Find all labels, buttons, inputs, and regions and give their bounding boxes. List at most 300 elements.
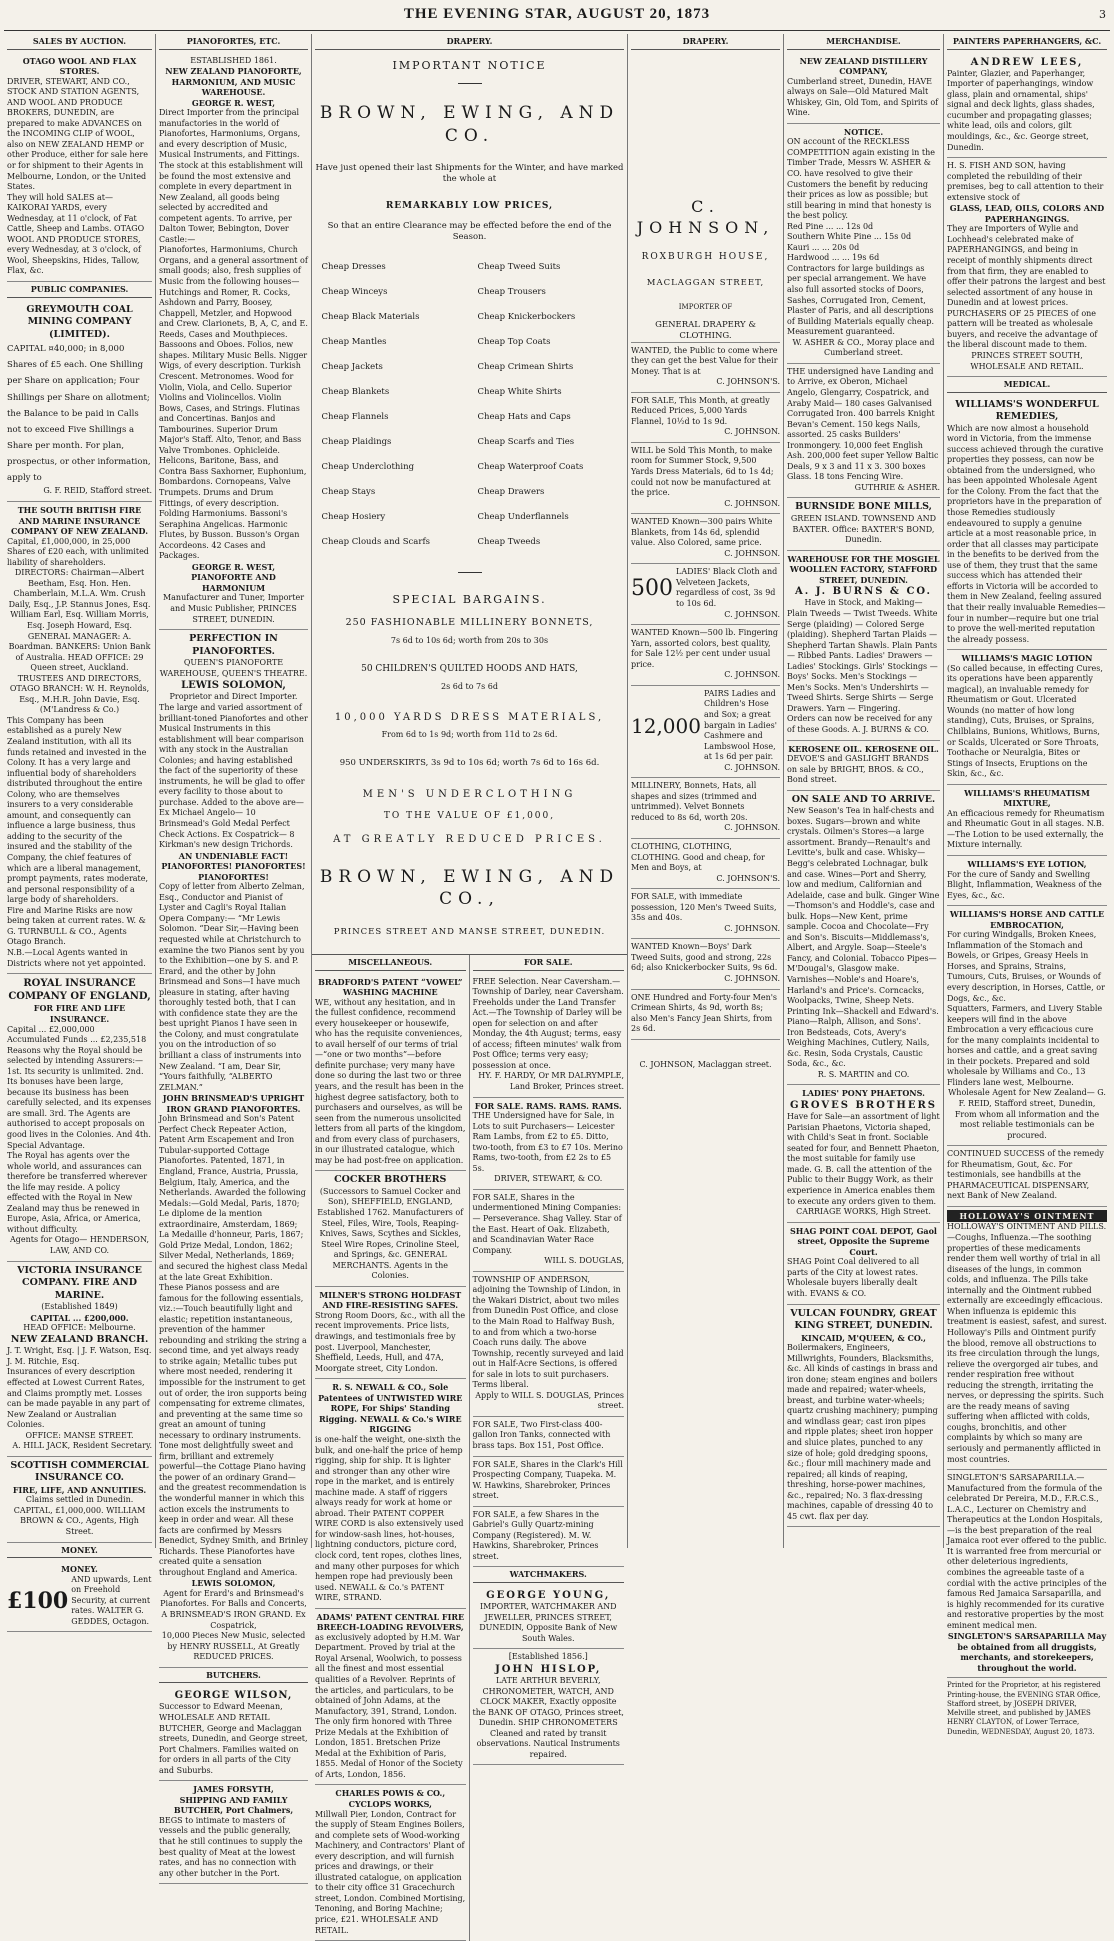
ad-signature: LEWIS SOLOMON, [191,1578,276,1589]
list-item: Cheap Knickerbockers [477,311,576,322]
column-auctions-companies [4,34,156,1626]
ad-title: WILLIAMS'S EYE LOTION, [967,858,1087,869]
ad-title: GEORGE WILSON, [174,1690,293,1702]
newall-ad [315,1379,466,1608]
ad-signature: WILL S. DOUGLAS, [544,1256,624,1266]
ad-body: FOR SALE, This Month, at greatly Reduced Prices, 5,000 Yards Flannel, 10½d to 1s 9d. [631,395,770,426]
ad-title: THE SOUTH BRITISH FIRE AND MARINE INSURANCE COMPANY OF NEW ZEALAND. [11,504,148,537]
ad-body: THE Undersigned have for Sale, in Lots to suit Purchasers— Leicester Ram Lambs, from £2 to £5. Ditto, two-tooth, from £3 to £7 10s. Merino Rams, two-tooth, from £2 2s to £5 5s. [472,1111,623,1173]
list-item: Cheap Plaidings [321,436,392,447]
masthead-rule [4,30,1110,31]
ad-body: ON account of the RECKLESS COMPETITION again existing in the Timber Trade, Messrs W. ASHER & CO. have resolved to give their Customers the benefit by reducing their prices as low as possible; but still bearing in mind that honesty is the best policy. [787,137,935,221]
ad-body: FOR SALE, Two First-class 400-gallon Iron Tanks, connected with brass taps. Box 151, Post Office. [472,1419,611,1450]
ad-body: ONE Hundred and Forty-four Men's Crimean Shirts, 4s 9d, worth 8s; also Men's Fancy Jean Shirts, from 2s 6d. [631,992,778,1034]
ad-body: GENERAL DRAPERY & CLOTHING. [655,320,756,342]
ad-body: Claims settled in Dunedin. CAPITAL, £1,000,000. WILLIAM BROWN & CO., Agents, High Street. [13,1495,146,1537]
ad-body: Insurances of every description effected at Lowest Current Rates, and Claims promptly met. Losses can be made payable in any part of New Zealand or Australian Colonies. [7,1367,150,1430]
ad-subtitle: ROXBURGH HOUSE, [641,251,770,262]
ad-title: BROWN, EWING, AND CO., [319,866,620,910]
list-item: Cheap Dresses [321,261,386,272]
ad-body: (So called because, in effecting Cures, its operations have been apparently magical), an invaluable remedy for Rheumatism or Gout. Ulcerated Wounds (no matter of how long standing), Cuts, Bruises, or Sprains, Chilblains, Bunions, Whitlows, Burns, or Scalds, Ulcerated or Sore Throats, Toothache or Neuralgia, Bites or Stings of Insects, Eruptions on the Skin, &c., &c. [947,663,1103,779]
section-head: BUTCHERS. [159,1668,308,1684]
ad-body: WE, without any hesitation, and in the fullest confidence, recommend every housekeeper or housewife, who has the requisite conveniences, to avail herself of our terms of trial—“one or two months”—before definite purchase; very many have done so during the last two or three years, and the result has been in the highest degree satisfactory, both to purchasers and ourselves, as will be seen from the numerous unsolicited letters from all parts of the kingdom, and from every class of purchasers, in our illustrated catalogue, which may be had post-free on application. [315,997,466,1165]
ad-signature: C. JOHNSON. [724,548,780,558]
ad-body: So that an entire Clearance may be effected before the end of the Season. [327,221,612,243]
ad-body: PAIRS Ladies and Children's Hose and Sox; a great bargain in Ladies' Cashmere and Lambswool Hose, at 1s 6d per pair. [703,688,777,762]
hislop-ad [473,1649,625,1765]
ad-body: 7s 6d to 10s 6d; worth from 20s to 30s [390,635,549,645]
powis-ad [315,1785,466,1941]
rams-ad [473,1098,625,1190]
column-miscellaneous [312,955,470,1941]
victoria-insurance-ad [7,1262,152,1457]
list-item: Cheap Clouds and Scarfs [321,536,430,547]
ad-body: Successor to Edward Meenan, WHOLESALE AND RETAIL BUTCHER, George and Maclaggan streets, Dunedin, and George street, Port Chalmers. Families waited on for orders in all parts of the City and Suburbs. [159,1702,308,1775]
johnson-ad [631,53,780,343]
ad-body: (Successors to Samuel Cocker and Son), SHEFFIELD, ENGLAND, Established 1762. Manufacturers of Steel, Files, Wire, Tools, Reaping-Knives, Saws, Scythes and Sickles, Steel Wire Ropes, Crinoline Steel, and Springs, &c. GENERAL MERCHANTS. Agents in the Colonies. [317,1186,464,1281]
horse-embrocation-ad [947,906,1107,1146]
ad-body: Accumulated Funds ... £2,235,518 [7,1035,147,1045]
section-head: MONEY. [7,1543,152,1559]
fingering-ad [631,625,780,686]
guthrie-asher-ad [787,364,940,499]
ad-body: HOLLOWAY'S OINTMENT AND PILLS.—Coughs, Influenza.—The soothing properties of these medicaments render them well worthy of trial in all diseases of the lungs, in common colds, and influenza. The Pills take internally and the Ointment rubbed externally are exceedingly efficacious. When influenza is epidemic this treatment is easiest, safest, and surest. Holloway's Pills and Ointment purify the blood, remove all obstructions to its free circulation through the lungs, relieve the overgorged air tubes, and render respiration free without reducing the strength, irritating the nerves, or depressing the spirits. Such are the ready means of saving suffering when afflicted with colds, coughs, bronchitis, and other complaints by which so many are seriously and permanently afflicted in most countries. [947,1222,1107,1464]
ad-signature: W. ASHER & CO., Moray place and Cumberland street. [792,337,935,358]
ad-title: WILLIAMS'S HORSE AND CATTLE EMBROCATION, [949,909,1105,930]
ad-title: WILLIAMS'S RHEUMATISM MIXTURE, [964,787,1090,809]
burnside-ad [787,498,940,550]
ad-body: Have in Stock, and Making— [804,598,923,608]
crimean-shirts-ad [631,990,780,1040]
ad-body: Boilermakers, Engineers, Millwrights, Founders, Blacksmiths, &c. All kinds of castings in brass and iron done; steam engines and boilers made and repaired; water-wheels, breast, and turbine water-wheels; quartz crushing machinery; pumping and windlass gear; cast iron pipes and ripple plates; sheet iron hopper and sluice plates, punched to any size of hole; gold dredging spoons, &c.; flour mill machinery made and repaired; all kinds of reaping, threshing, horse-power machines, &c., repaired; No. 3 flax-dressing machines, capable of dressing 40 to 45 cwt. flax per day. [787,1343,938,1521]
section-head: MERCHANDISE. [787,34,940,50]
wanted-public-ad [631,343,780,393]
column-drapery-brown-ewing [312,34,628,1935]
ad-title: ROYAL INSURANCE COMPANY OF ENGLAND, [8,978,151,1003]
greymouth-ad [7,301,152,502]
ad-body: 2s 6d to 7s 6d [440,682,498,692]
ad-subtitle: FOR FIRE AND LIFE INSURANCE. [33,1003,126,1024]
ad-title: SHAG POINT COAL DEPOT, Gaol street, Opposite the Supreme Court. [790,1225,937,1257]
ad-signature: GEORGE R. WEST, [191,561,276,572]
ad-body: Strong Room Doors, &c., with all the recent improvements. Price lists, drawings, and testimonials free by post. Liverpool, Manchester, Sheffield, Leeds, Hull, and 47A, Moorgate street, City London. [315,1310,466,1373]
ad-body: H. S. FISH AND SON, having completed the rebuilding of their premises, beg to call attention to their extensive stock of [947,161,1104,202]
ad-body: Capital ... £2,000,000 [7,1024,95,1034]
column-merchandise [784,34,944,1548]
ad-body: CAPITAL ... £200,000. [30,1312,129,1323]
section-head: MEDICAL. [947,377,1107,393]
kerosene-ad [787,741,940,791]
ad-body: WILL be Sold This Month, to make room for Summer Stock, 9,500 Yards Dress Materials, 6d to 1s 4d; could not now be manufactured at the price. [631,445,774,498]
list-item: Cheap Mantles [321,336,387,347]
boys-suits-ad [631,939,780,989]
ad-title: PERFECTION IN PIANOFORTES. [189,633,278,657]
lewis-solomon-ad [159,630,308,1668]
printer-imprint: Printed for the Proprietor, at his registered Printing-house, the EVENING STAR Office, Stafford street, by JOSEPH DRIVER, Melville street, and published by JAMES HENRY CLAYTON, of Lower Terrace, Dunedin, WEDNESDAY, August 20, 1873. [947,1681,1101,1736]
west-piano-ad [159,53,308,631]
mining-shares-ad [473,1190,625,1272]
ad-body: SINGLETON'S SARSAPARILLA May be obtained from all druggists, merchants, and storekeepers, throughout the world. [947,1631,1107,1673]
wilson-butcher-ad [159,1686,308,1781]
price-row: Hardwood ... ... 19s 6d [787,253,880,263]
ad-title: BURNSIDE BONE MILLS, [795,501,932,513]
ad-body: They will hold SALES at— KAIKORAI YARDS, every Wednesday, at 11 o'clock, of Fat Cattle, Sheep and Lambs. OTAGO WOOL AND PRODUCE STORES, every Wednesday, at 3 o'clock, of Wool, Sheepskins, Hides, Tallow, Flax, &c. [7,192,145,276]
money-amount: £100 [7,1587,69,1614]
ad-title: WILLIAMS'S MAGIC LOTION [961,653,1093,664]
distillery-ad [787,53,940,124]
ad-body: For the cure of Sandy and Swelling Blight, Inflammation, Weakness of the Eyes, &c., &c. [947,869,1102,900]
ad-body: The large and varied assortment of brilliant-toned Pianofortes and other Musical Instruments in this establishment will bear comparison with any stock in the Australian Colonies; and having established the fact of the superiority of these instruments, he will be glad to offer every facility to those about to purchase. Added to the above are— Ex Michael Angelo— 10 Brinsmead's Gold Medal Perfect Check Actions. Ex Cospatrick— 8 Kirkman's new design Trichords. [159,702,308,850]
section-head: WATCHMAKERS. [473,1567,625,1583]
list-item: Cheap White Shirts [477,386,562,397]
list-item: Cheap Hosiery [321,511,386,522]
ad-body: DEVOE'S and GASLIGHT BRANDS on sale by BRIGHT, BROS. & CO., Bond street. [787,754,930,785]
ad-body: Cumberland street, Dunedin, HAVE always on Sale—Old Matured Malt Whiskey, Gin, Old Tom, and Spirits of Wine. [787,76,939,118]
ad-subtitle: SHIPPING AND FAMILY BUTCHER, Port Chalmers, [173,1794,294,1816]
ad-body: From 6d to 1s 9d; worth from 11d to 2s 6d. [381,729,558,739]
list-item: Cheap Tweed Suits [477,261,561,272]
blankets-ad [631,514,780,564]
ad-body: as exclusively adopted by H.M. War Department. Proved by trial at the Royal Arsenal, Woolwich, to possess all the finest and most essential qualities of a Revolver. Reprints of the articles, and particulars, to be obtained of John Adams, at the Manufactory, 391, Strand, London. The only firm honored with Three Prize Medals at the Exhibition of London, 1851. Bretschen Prize Medal at the Exhibition of Paris, 1855. Medal of Honor of the Society of Arts, London, 1856. [315,1632,463,1779]
ad-body: WANTED Known—300 pairs White Blankets, from 14s 6d, splendid value. Also Colored, same price. [631,517,773,548]
ad-signature: DRIVER, STEWART, & CO. [494,1174,603,1184]
ad-body: FOR SALE, Shares in the Clark's Hill Prospecting Company, Tuapeka. M. W. Hawkins, Sharebroker, Princes street. [472,1459,623,1501]
ad-subtitle: GROVES BROTHERS [790,1100,937,1112]
ad-body: Contractors for large buildings as per special arrangement. We have also full assorted stocks of Doors, Sashes, Corrugated Iron, Cement, Plaster of Paris, and all descriptions of Building Materials equally cheap. Measurement guaranteed. [787,263,934,337]
price-row: Red Pine ... ... 12s 0d [787,221,874,231]
ad-signature: C. JOHNSON. [724,427,780,437]
list-item: Cheap Waterproof Coats [477,461,584,472]
ad-signature: Agents for Otago— HENDERSON, LAW, AND CO. [10,1235,149,1255]
ad-title: WAREHOUSE FOR THE MOSGIEL WOOLLEN FACTORY, STAFFORD STREET, DUNEDIN. [787,553,940,585]
ad-title: GREYMOUTH COAL MINING COMPANY (LIMITED). [26,303,133,340]
ad-body: CLOTHING, CLOTHING, CLOTHING. Good and cheap, for Men and Boys, at [631,841,765,873]
ad-signature: Apply to WILL S. DOUGLAS, Princes street. [475,1390,624,1411]
sarsaparilla-ad [947,1470,1107,1678]
south-british-ad [7,502,152,974]
ad-body: PRINCES STREET AND MANSE STREET, DUNEDIN. [333,926,606,937]
brown-ewing-ad [315,53,624,954]
ad-body: 250 FASHIONABLE MILLINERY BONNETS, [345,617,594,629]
masthead [0,0,1114,34]
ad-subtitle: SPECIAL BARGAINS. [392,592,547,606]
ad-title: R. S. NEWALL & CO., Sole Patentees of UNTWISTED WIRE ROPE, For Ships' Standing Rigging. NEWALL & Co.'s WIRE RIGGING [318,1382,463,1435]
millinery-ad [631,778,780,839]
ad-body: FOR SALE, Shares in the undermentioned Mining Companies:— Perseverance. Shag Valley. Star of the East. Heart of Oak. Elizabeth, and Scandinavian Water Race Company. [472,1192,622,1255]
scottish-commercial-ad [7,1457,152,1543]
ad-signature: C. JOHNSON. [724,609,780,619]
ad-body: CONTINUED SUCCESS of the remedy for Rheumatism, Gout, &c. For testimonials, see handbills at the PHARMACEUTICAL DISPENSARY, next Bank of New Zealand. [947,1149,1104,1201]
list-item: Cheap Flannels [321,411,389,422]
ad-body: J. T. Wright, Esq. | J. F. Watson, Esq. J. M. Ritchie, Esq. [7,1346,152,1366]
quantity-number: 500 [631,575,673,601]
ad-title: JAMES FORSYTH, [193,1784,274,1795]
ad-body: MACLAGGAN STREET, [646,277,765,288]
price-row: Southern White Pine ... 15s 0d [787,232,912,242]
lower-subcolumns [312,954,627,1941]
ad-title: MILNER'S STRONG HOLDFAST AND FIRE-RESISTING SAFES. [319,1289,462,1311]
ad-body: Capital, £1,000,000, in 25,000 Shares of £20 each, with unlimited liability of shareholders. [7,536,149,567]
ad-body: This Company has been established as a purely New Zealand institution, with all its funds retained and invested in the Colony. It has a very large and influential body of shareholders distributed throughout the entire Colony, who are themselves insurers to a very considerable amount, and consequently can influence a large business, thus adding to the security of the insured and the stability of the Company, the chief features of which are a liberal management, prompt payments, rates moderate, and personal responsibility of a large body of shareholders. [7,715,149,905]
ad-body: WANTED Known—Boys' Dark Tweed Suits, good and strong, 22s 6d; also Knickerbocker Suits, 9s 6d. [631,942,778,973]
ad-body: Which are now almost a household word in Victoria, from the immense success achieved through the curative properties they possess, can now be obtained from the undersigned, who has been appointed Wholesale Agent for the Colony. From the fact that the proprietors have in the preparation of those Remedies studiously endeavoured to supply a genuine article at a most reasonable price, in order that all classes may participate in the benefits to be derived from the use of them, they trust that the same success which has attended their efforts in Victoria will be accorded to them in New Zealand, feeling assured that their really invaluable Remedies—four in number—require but one trial to prove the well-merited reputation the already possess. [947,423,1106,644]
rheumatism-ad [947,785,1107,856]
ad-body: DRIVER, STEWART, AND CO., STOCK AND STATION AGENTS, AND WOOL AND PRODUCE BROKERS, DUNEDIN, are prepared to make ADVANCES on the INCOMING CLIP of WOOL, also on NEW ZEALAND HEMP or other Produce, either for sale here or for shipment to their Agents in Melbourne, London, or the United States. [7,76,148,192]
ad-body: OFFICE: MANSE STREET. [25,1430,134,1440]
ad-signature: C. JOHNSON. [724,923,780,933]
ad-title: CHARLES POWIS & CO., CYCLOPS WORKS, [335,1788,446,1809]
forsyth-butcher-ad [159,1781,308,1884]
ad-body: (Established 1849) [41,1302,118,1312]
ad-title: VICTORIA INSURANCE COMPANY. FIRE AND MARINE. [17,1264,142,1301]
ad-subtitle: NEW ZEALAND BRANCH. [10,1333,149,1345]
ad-body: CAPITAL ¤40,000; in 8,000 Shares of £5 each. One Shilling per Share on application; Four Shillings per Share on allotment; the Balance to be paid in Calls not to exceed Five Shillings a Share per month. For plan, prospectus, or other information, apply to [7,344,151,484]
list-item: Cheap Winceys [321,286,388,297]
ad-body: GREEN ISLAND. TOWNSEND AND BAXTER. Office: BAXTER'S BOND, Dunedin. [790,513,937,545]
ad-body: SINGLETON'S SARSAPARILLA.— Manufactured from the formula of the celebrated Dr Pereira, M.D., F.R.C.S., L.A.C., Lecturer on Chemistry and Therapeutics at the London Hospitals,—is the best preparation of the real Jamaica root ever offered to the public. It is warranted free from mercurial or other deleterious ingredients, combines the agreeable taste of a cordial with the active principles of the famous Red Jamaica Sarsaparilla, and is highly recommended for its curative and restorative properties by the most eminent medical men. [947,1473,1107,1630]
hose-ad [631,686,780,778]
ad-body: TOWNSHIP OF ANDERSON, adjoining the Township of Lindon, in the Wakari District, about two miles from Dunedin Post Office, and close to the Main Road to Halfway Bush, to and from which a two-horse Coach runs daily. The above Township, recently surveyed and laid out in Half-Acre Sections, is offered for sale in lots to suit purchasers. Terms liberal. [472,1274,624,1390]
ad-subtitle: LEWIS SOLOMON, [181,680,286,692]
ad-signature: Wholesale Agent for New Zealand— G. F. REID, Stafford street, Dunedin, From whom all information and the most reliable testimonials can be procured. [948,1088,1106,1140]
ad-body: TO THE VALUE OF £1,000, [383,810,556,821]
list-item: Cheap Blankets [321,386,390,397]
list-item: Cheap Crimean Shirts [477,361,574,372]
ad-title: MONEY. [61,1564,98,1575]
cheap-list-left [322,262,472,562]
list-item: Cheap Top Coats [477,336,551,347]
shag-point-ad [787,1223,940,1305]
flannel-ad [631,393,780,443]
ad-title: NOTICE. [843,126,884,137]
ad-signature: PRINCES STREET SOUTH, WHOLESALE AND RETAIL. [970,350,1084,371]
page-columns [4,34,1110,1935]
section-head: FOR SALE. [473,955,625,971]
ad-title: FOR SALE. RAMS. RAMS. RAMS. [474,1100,622,1111]
ad-signature: C. JOHNSON. [724,823,780,833]
anderson-township-ad [473,1272,625,1417]
eye-lotion-ad [947,856,1107,906]
holloway-banner: HOLLOWAY'S OINTMENT [947,1210,1107,1223]
jackets-ad [631,564,780,625]
ad-body: For curing Windgalls, Broken Knees, Inflammation of the Stomach and Bowels, or Gripes, Greasy Heels in Horses, and Sprains, Strains, Tumours, Cuts, Bruises, or Wounds of every description, in Horses, Cattle, or Dogs, &c., &c. [947,930,1105,1003]
newspaper-title: THE EVENING STAR, AUGUST 20, 1873 [403,6,711,22]
ad-body: Proprietor and Direct Importer. [169,692,298,702]
ad-signature: C. JOHNSON. [724,670,780,680]
ad-body: They are Importers of Wylie and Lochhead's celebrated make of PAPERHANGINGS, and being in receipt of monthly shipments direct from that firm, they are enabled to offer their patrons the largest and best selected assortment of any house in Dunedin and at lowest prices. PURCHASERS OF 25 PIECES of one pattern will be treated as wholesale buyers, and receive the advantage of the liberal discount made to them. [947,224,1106,350]
ad-body: is one-half the weight, one-sixth the bulk, and one-half the price of hemp rigging, ship for ship. It is lighter and stronger than any other wire rope in the market, and is entirely machine made. A staff of riggers always ready for work at home or abroad. Their PATENT COPPER WIRE CORD is also extensively used for window-sash lines, hot-houses, lightning conductors, picture cord, clock cord, tent ropes, clothes lines, and many other purposes for which hempen rope had previously been used. NEWALL & Co.'s PATENT WIRE, STRAND. [315,1434,464,1603]
tanks-ad [473,1417,625,1457]
ad-body: AT GREATLY REDUCED PRICES. [333,833,606,845]
quantity-number: 12,000 [631,713,701,738]
ad-subtitle: FIRE, LIFE, AND ANNUITIES. [12,1484,147,1495]
ad-body: John Brinsmead and Son's Patent Perfect Check Repeater Action, Patent Arm Escapement and Iron Tubular-supported Cottage Pianofortes. Patented, 1871, in England, France, Austria, Prussia, Belgium, Italy, America, and the Netherlands. Awarded the following Medals:—Gold Medal, Paris, 1870; Le diplome de la mention extraordinaire, Amsterdam, 1869; La Medaille d'honneur, Paris, 1867; Gold Prize Medal, London, 1862; Silver Medal, Netherlands, 1869; and secured the highest class Medal at the late Great Exhibition. [159,1114,308,1282]
ad-title: ANDREW LEES, [970,56,1084,68]
ad-body: 50 CHILDREN'S QUILTED HOODS AND HATS, [361,664,578,675]
ad-body: SHAG Point Coal delivered to all parts of the City at lowest rates. Wholesale buyers liberally dealt with. EVANS & CO. [787,1257,920,1298]
gabriels-ad [473,1507,625,1568]
ad-title: VULCAN FOUNDRY, GREAT KING STREET, DUNEDIN. [790,1307,937,1332]
ad-subtitle: PIANOFORTE AND HARMONIUM [191,572,276,593]
ad-body: These Pianos possess and are famous for the following essentials, viz.:—Touch beautifully light and elastic; repetition instantaneous, prevention of the hammer rebounding and striking the string a second time, and yet always ready to strike again; Metallic tubes put where most needed, rendering it impossible for the instrument to get out of order, the iron supports being compensating for extreme climates, and preventing at the same time so great an amount of tuning necessary to ordinary instruments. Tone most delightfully sweet and firm, brilliant and extremely powerful—the Cottage Piano having the power of an ordinary Grand—and the greatest recommendation is the wonderful manner in which this action excels the instruments to keep in order and wear. All these facts are confirmed by Messrs Benedict, Sydney Smith, and Brinley Richards. These Pianofortes have created quite a sensation throughout England and America. [159,1283,308,1577]
ad-body: 10,000 YARDS DRESS MATERIALS, [334,711,605,723]
section-head: PIANOFORTES, ETC. [159,34,308,50]
ad-title: NEW ZEALAND DISTILLERY COMPANY, [799,55,928,77]
ad-subtitle: REMARKABLY LOW PRICES, [385,201,554,212]
ad-body: LADIES' Black Cloth and Velveteen Jackets, regardless of cost, 3s 9d to 10s 6d. [676,567,778,609]
ad-body: THE undersigned have Landing and to Arrive, ex Oberon, Michael Angelo, Glengarry, Cospatrick, and Araby Maid— 180 cases Galvanised Corrugated Iron. 400 barrels Knight Bevan's Cement. 150 kegs Nails, assorted. 25 casks Builders' Ironmongery. 10,000 feet English Ash. 200,000 feet super Yellow Baltic Deals, 9 x 3 and 11 x 3. 300 boxes Glass. 18 tons Fencing Wire. [787,366,939,482]
magic-lotion-ad [947,650,1107,785]
ad-body: Squatters, Farmers, and Livery Stable keepers will find in the above Embrocation a very efficacious cure for the many complaints incidental to horses and cattle, and a great saving in their pockets. Prepared and sold wholesale by Williams and Co., 13 Flinders lane west, Melbourne. [947,1004,1103,1087]
ad-body: HEAD OFFICE: Melbourne. [23,1323,136,1333]
ad-body: FOR SALE, with immediate possession, 120 Men's Tweed Suits, 35s and 40s. [631,892,777,923]
ad-body: IMPORTER OF [678,302,733,311]
ad-body: An efficacious remedy for Rheumatism and Rheumatic Gout in all stages. N.B.—The Lotion to be used externally, the Mixture internally. [947,808,1105,850]
lees-ad [947,53,1107,159]
bradford-ad [315,974,466,1172]
adams-ad [315,1609,466,1786]
ad-title: NEW ZEALAND PIANOFORTE, HARMONIUM, AND MUSIC WAREHOUSE. [165,66,302,98]
ad-body: ESTABLISHED 1861. [190,55,277,65]
ad-body: Agent for Erard's and Brinsmead's Pianofortes. For Balls and Concerts, A BRINSMEAD'S IRON GRAND. Ex Cospatrick, [160,1588,307,1630]
ad-title: JOHN HISLOP, [495,1663,602,1675]
ad-body: 950 UNDERSKIRTS, 3s 9d to 10s 6d; worth 7s 6d to 16s 6d. [339,758,600,769]
ad-title: C. JOHNSON, [636,196,775,237]
ad-title: SCOTTISH COMMERCIAL INSURANCE CO. [10,1459,149,1484]
ad-body: FOR SALE, a few Shares in the Gabriel's Gully Quartz-mining Company (Registered). M. W. Hawkins, Sharebroker, Princes street. [472,1509,600,1561]
ad-body: Direct Importer from the principal manufactories in the world of Pianofortes, Harmoniums, Organs, and every description of Music, Musical Instruments, and Fittings. The stock at this establishment will be found the most extensive and complete in every department in New Zealand, all goods being selected by accredited and competent agents. To arrive, per Dalton Tower, Bebington, Dover Castle:— [159,108,303,244]
ad-signature: C. JOHNSON, Maclaggan street. [639,1059,772,1069]
ad-signature: C. JOHNSON'S. [716,377,780,387]
money-ad [7,1561,152,1632]
young-ad [473,1586,625,1649]
driver-stewart-ad [7,53,152,282]
ad-body: DIRECTORS: Chairman—Albert Beetham, Esq. Hon. Hen. Chamberlain, M.L.A. Wm. Crush Daily, Esq., J.P. Stannus Jones, Esq. William Earl, Esq. William Morris, Esq. Joseph Howard, Esq. [8,568,151,630]
list-item: Cheap Jackets [321,361,383,372]
ad-body: Have for Sale—an assortment of light Parisian Phaetons, Victoria shaped, with Child's Seat in front. Sociable seated for four, and Bennett Phaeton, the most suitable for family use made. G. B. call the attention of the Public to their Buggy Work, as their experience in America enables them to execute any orders given to them. [787,1112,940,1206]
continued-success-ad [947,1146,1107,1207]
page-number: 3 [1099,8,1106,21]
ad-signature: A. HILL JACK, Resident Secretary. [12,1441,152,1451]
ad-subtitle: AN UNDENIABLE FACT! PIANOFORTES! PIANOFORTES! PIANOFORTES! [161,850,306,882]
ad-body: Reasons why the Royal should be selected by intending Assurers:— 1st. Its security is unlimited. 2nd. Its bonuses have been large, because its business has been carefully selected, and its expenses are small. 3rd. The Agents are authorised to accept proposals on good lives in the Colonies. And 4th. Special Advantage. [7,1045,152,1150]
ad-title: GEORGE YOUNG, [486,1589,611,1601]
ad-body: MILLINERY, Bonnets, Hats, all shapes and sizes (trimmed and untrimmed). Velvet Bonnets reduced to 8s 6d, worth 20s. [631,781,757,822]
ad-signature: C. JOHNSON'S. [716,873,780,883]
ad-body: Copy of letter from Alberto Zelman, Esq., Conductor and Pianist of Lyster and Cagli's Royal Italian Opera Company:— “Mr Lewis Solomon. “Dear Sir,—Having been requested while at Christchurch to examine the two Pianos sent by you to the Exhibition—one by S. and P. Erard, and the other by John Brinsmead and Sons—I have much pleasure in stating, after having thoroughly tested both, that I can with confidence state they are the best upright Pianos I have seen in the Colony, and must congratulate you on the introduction of so brilliant a class of instruments into New Zealand. “I am, Dear Sir, “Yours faithfully, “ALBERTO ZELMAN.” [159,882,305,1092]
ad-body: IMPORTER, WATCHMAKER AND JEWELLER, PRINCES STREET, DUNEDIN, Opposite Bank of New South Wales. [479,1602,618,1643]
tweed-suits-ad [631,889,780,939]
cocker-ad [315,1171,466,1286]
ad-subtitle: JOHN BRINSMEAD'S UPRIGHT IRON GRAND PIANOFORTES. [162,1093,305,1114]
ad-body: 10,000 Pieces New Music, selected by HENRY RUSSELL, At Greatly REDUCED PRICES. [161,1631,306,1662]
ad-title: COCKER BROTHERS [334,1174,447,1186]
ad-body: FREE Selection. Near Caversham.—Township of Darley, near Caversham. Freeholds under the Land Transfer Act.—The Township of Darley will be open for selection on and after Monday, the 4th August; terms, easy of access; fifteen minutes' walk from Post Office; terms very easy; possession at once. [472,976,624,1070]
ad-signature: C. JOHNSON. [724,973,780,983]
ad-signature: HY. F. HARDY, Or MR DALRYMPLE, Land Broker, Princes street. [478,1071,624,1092]
ad-body: N.B.—Local Agents wanted in Districts where not yet appointed. [7,947,146,968]
column-pianofortes [156,34,312,1878]
column-johnson-drapery [628,34,784,1548]
ad-title: ADAMS' PATENT CENTRAL FIRE BREECH-LOADING REVOLVERS, [316,1611,465,1633]
section-head: SALES BY AUCTION. [7,34,152,50]
section-head: PAINTERS PAPERHANGERS, &C. [947,34,1107,50]
ad-signature: Orders can now be received for any of these Goods. A. J. BURNS & CO. [787,714,933,734]
ad-signature: R. S. MARTIN and CO. [817,1069,910,1079]
list-item: Cheap Trousers [477,286,546,297]
ad-body: New Season's Tea in half-chests and boxes. Sugars—brown and white crystals. Oilmen's Stores—a large assortment. Brandy—Renault's and Levitte's, bulk and case. Whisky—Begg's celebrated Lochnagar, bulk and case. Wines—Port and Sherry, low and medium, Californian and Adelaide, case and bulk. Ginger Wine—Thomson's and Hoddle's, case and bulk. Hops—New Kent, prime sample. Cocoa and Chocolate—Fry and Son's. Biscuits—Middlemass's, Albert, and Argyle. Soap—Steele's Fancy, and Colonial. Tobacco Pipes—M'Dougal's, Glasgow make. Varnishes—Noble's and Hoare's, Harland's and Price's. Corncacks, Woolpacks, Twine, Sheep Nets. Printing Ink—Shackell and Edward's. Piano—Ralph, Allison, and Sons'. Iron Bedsteads, Cots, Avery's Weighing Machines, Cutlery, Nails, &c. Resin, Soda Crystals, Caustic Soda, &c., &c. [787,806,940,1069]
ad-title: OTAGO WOOL AND FLAX STORES. [22,55,137,77]
ad-body: BEGS to intimate to masters of vessels and the public generally, that he still continues to supply the best quality of Meat at the lowest rates, and has no connection with any other butcher in the Port. [159,1815,303,1878]
ad-body: [Established 1856.] [508,1652,588,1662]
ad-body: AND upwards, Lent on Freehold Security, at current rates. WALTER G. GEDDES, Octagon. [71,1574,152,1626]
ad-body: WANTED, the Public to come where they can get the best Value for their Money. That is at [631,345,778,376]
williams-remedies-ad [947,396,1107,651]
ad-signature: CARRIAGE WORKS, High Street. [796,1207,931,1217]
ad-subtitle: A. J. BURNS & CO. [794,586,933,598]
ad-title: LADIES' PONY PHAETONS. [802,1088,925,1099]
clothing-ad [631,839,780,889]
ad-body: The Royal has agents over the whole world, and assurances can therefore be transferred wherever the life may reside. A policy effected with the Royal in New Zealand may thus be renewed in Europe, Asia, Africa, or America, without difficulty. [7,1151,148,1234]
ad-body: MEN'S UNDERCLOTHING [362,788,577,800]
ad-signature: GUTHRIE & ASHER. [854,482,940,492]
ad-list: Plain Tweeds — Twist Tweeds. White Serge (plaiding) — Colored Serge (plaiding). Shepherd Tartan Plaids — Shepherd Tartan Shawls. Plain Pants — Ribbed Pants. Ladies' Drawers — Ladies' Stockings. Girls' Stockings — Boys' Socks. Men's Stockings — Men's Socks. Men's Undershirts — Tweed Shirts. Serge Shirts — Serge Drawers. Yarn — Fingering. [787,608,938,713]
ad-body: LATE ARTHUR BEVERLY, CHRONOMETER, WATCH, AND CLOCK MAKER, Exactly opposite the BANK OF OTAGO, Princes street, Dunedin. SHIP CHRONOMETERS Cleaned and rated by transit observations. Nautical Instruments repaired. [472,1676,624,1759]
ad-body: Fire and Marine Risks are now being taken at current rates. W. & G. TURNBULL & CO., Agents Otago Branch. [7,905,146,947]
ad-title: WILLIAMS'S WONDERFUL REMEDIES, [955,398,1099,423]
list-item: Cheap Stays [321,486,376,497]
ad-title: BROWN, EWING, AND CO. [319,103,620,146]
section-head: DRAPERY. [315,34,624,50]
section-head: PUBLIC COMPANIES. [7,282,152,298]
mosgiel-ad [787,551,940,741]
darley-ad [473,974,625,1098]
ad-list: Pianofortes, Harmoniums, Church Organs, and a general assortment of small goods; also, fresh supplies of Music from the following houses—Hutchings and Romer, R. Cocks, Ashdown and Parry, Boosey, Chappell, Metzler, and Hopwood and Crew. Clarionets, B, A, C, and E. Reeds, Cases and Mouthpieces. Bassoons and Oboes. Folios, new shapes. Military Music Bells. Nigger Wigs, of every description. Turkish Crescent. Metronomes. Wood for Violin, Viola, and Cello. Superior Violins and Violincellos. Violin Bows, Cases, and Strings. Flutinas and Concertinas. Banjos and Tambourines. Superior Drum Major's Staff. Alto, Tenor, and Bass Valve Trombones. Ophicleide. Helicons, Baritone, Bass, and Contra Bass Saxhorner, Euphonium, Bombardons. Cornopeans, Valve Trumpets. Drums and Drum Fittings, of every description. Folding Harmoniums. Bassoni's Seraphina Angelicas. Harmonic Flutes, by Busson. Busson's Organ Accordeons. 42 Cases and Packages. [159,245,308,561]
column-for-sale [470,955,628,1941]
cheap-items-list [322,262,618,562]
vulcan-foundry-ad [787,1305,940,1528]
ad-title: IMPORTANT NOTICE [392,58,547,72]
ad-signature: G. F. REID, Stafford street. [43,486,152,496]
ad-signature: C. JOHNSON. [724,498,780,508]
ad-body: Manufacturer and Tuner, Importer and Music Publisher, PRINCES STREET, DUNEDIN. [162,593,305,624]
list-item: Cheap Underclothing [321,461,415,472]
section-head: MISCELLANEOUS. [315,955,466,971]
ad-signature: C. JOHNSON. [724,762,780,772]
martin-ad [787,791,940,1086]
dress-materials-ad [631,443,780,514]
ad-subtitle: GLASS, LEAD, OILS, COLORS AND PAPERHANGINGS. [949,203,1105,224]
fish-ad [947,158,1107,377]
section-head: DRAPERY. [631,34,780,50]
list-item: Cheap Drawers [477,486,545,497]
ad-subtitle: KINCAID, M'QUEEN, & CO., [801,1332,926,1343]
ad-body: TRUSTEES AND DIRECTORS, OTAGO BRANCH: W. H. Reynolds, Esq., M.H.R. John Davie, Esq. (M'Landress & Co.) [9,673,150,715]
column-painters-medical [944,34,1110,1736]
ad-body: Have just opened their last Shipments for the Winter, and have marked the whole at [315,162,624,185]
groves-ad [787,1085,940,1222]
ad-title: KEROSENE OIL. KEROSENE OIL. [788,743,939,754]
list-item: Cheap Hats and Caps [477,411,571,422]
ad-title: BRADFORD'S PATENT “VOWEL” WASHING MACHINE [318,976,463,998]
holloway-ad [947,1207,1107,1470]
clarks-hill-ad [473,1457,625,1507]
ad-body: QUEEN'S PIANOFORTE WAREHOUSE, QUEEN'S THEATRE. [159,658,308,678]
milner-ad [315,1287,466,1379]
list-item: Cheap Scarfs and Ties [477,436,575,447]
ad-body: WANTED Known—500 lb. Fingering Yarn, assorted colors, best quality, for Sale 12½ per cent under usual price. [631,628,779,669]
list-item: Cheap Underflannels [477,511,569,522]
